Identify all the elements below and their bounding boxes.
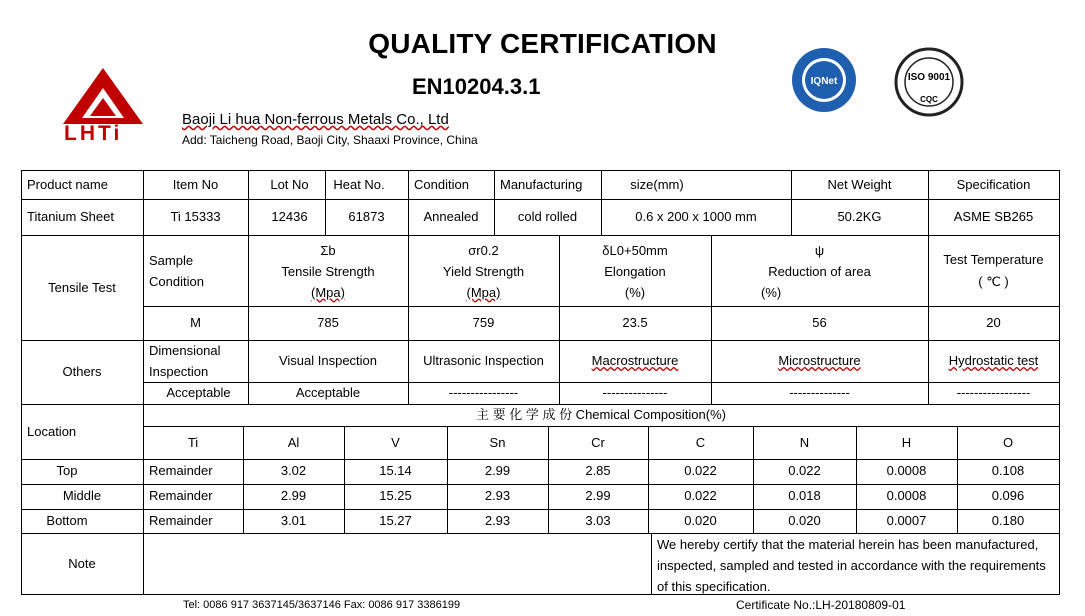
composition-cell: 3.02 — [280, 463, 307, 478]
visual-inspection-header: Visual Inspection — [278, 353, 378, 368]
element-header: Cr — [591, 434, 605, 450]
composition-cell: 0.018 — [788, 488, 821, 503]
macrostructure-header-text: Macrostructure — [591, 353, 679, 368]
location-label: Location — [27, 423, 77, 439]
header-condition: Condition — [414, 176, 469, 192]
value-specification: ASME SB265 — [953, 209, 1034, 224]
ultrasonic-inspection-value: ---------------- — [448, 385, 519, 400]
hydrostatic-test-value: ----------------- — [956, 385, 1031, 400]
dimensional-inspection-header: Dimensional Inspection — [149, 343, 221, 379]
note-label: Note — [68, 555, 96, 571]
location-cell: Bottom — [46, 513, 88, 528]
value-size: 0.6 x 200 x 1000 mm — [635, 209, 757, 224]
others-label: Others — [62, 364, 102, 379]
composition-cell: 2.99 — [585, 488, 611, 503]
hydrostatic-test-header — [928, 340, 1059, 382]
tensile-test-label: Tensile Test — [48, 279, 116, 295]
header-size: size(mm) — [630, 176, 684, 192]
location-cell: Middle — [62, 488, 102, 503]
ultrasonic-inspection-header: Ultrasonic Inspection — [423, 353, 544, 368]
sample-condition-label: Sample Condition — [149, 253, 204, 289]
logo-text: LHTi — [64, 122, 123, 145]
contact-info: Tel: 0086 917 3637145/3637146 Fax: 0086 917 3386199 — [183, 599, 461, 611]
header-net-weight: Net Weight — [827, 176, 892, 192]
grid-line — [21, 235, 1060, 236]
iqnet-seal-icon — [790, 46, 858, 114]
composition-cell: 15.14 — [379, 463, 412, 478]
composition-cell: 0.180 — [991, 513, 1025, 528]
reduction-symbol: ψ — [814, 242, 825, 258]
value-condition: Annealed — [423, 209, 479, 224]
test-temperature-unit: ( ℃ ) — [978, 273, 1009, 289]
composition-cell: 3.03 — [585, 513, 611, 528]
certificate-number: Certificate No.:LH-20180809-01 — [736, 598, 906, 612]
composition-cell: 2.85 — [585, 463, 611, 478]
note-text: We hereby certify that the material herein has been manufactured, inspected, sampled and tested in accordance with the requirements of this specification. — [657, 537, 1046, 594]
value-lot-no: 12436 — [271, 209, 308, 224]
element-header: C — [695, 434, 706, 450]
reduction-name: Reduction of area — [768, 263, 871, 279]
reduction-value: 56 — [812, 315, 827, 330]
composition-cell: 15.25 — [379, 488, 412, 503]
element-header: Sn — [489, 434, 506, 450]
tensile-strength-unit-text: (Mpa) — [311, 284, 345, 300]
composition-cell: 0.020 — [684, 513, 717, 528]
composition-cell: 2.93 — [484, 513, 511, 528]
tensile-strength-value: 785 — [317, 315, 339, 330]
composition-cell: 0.0008 — [886, 463, 927, 478]
element-header: Al — [287, 434, 300, 450]
company-name — [182, 111, 449, 128]
dimensional-inspection-value: Acceptable — [166, 385, 231, 400]
microstructure-header — [711, 340, 928, 382]
value-net-weight: 50.2KG — [837, 209, 882, 224]
composition-cell: 0.0008 — [886, 488, 927, 503]
composition-cell: Remainder — [149, 513, 213, 528]
macrostructure-header — [559, 340, 711, 382]
header-product-name: Product name — [27, 176, 108, 192]
element-header: N — [799, 434, 810, 450]
composition-cell: Remainder — [149, 488, 213, 503]
page-title: QUALITY CERTIFICATION — [368, 28, 717, 59]
composition-cell: 0.022 — [684, 463, 717, 478]
composition-cell: Remainder — [149, 463, 213, 478]
yield-strength-value: 759 — [472, 315, 495, 330]
composition-cell: 15.27 — [379, 513, 412, 528]
seal1-text: IQNet — [810, 76, 838, 87]
tensile-strength-name: Tensile Strength — [281, 263, 375, 279]
composition-cell: 3.01 — [280, 513, 307, 528]
test-temperature-value: 20 — [986, 315, 1001, 330]
microstructure-value: -------------- — [789, 385, 850, 400]
sample-condition-value: M — [190, 315, 201, 330]
elongation-symbol: δL0+50mm — [602, 242, 668, 258]
element-header: V — [391, 434, 400, 450]
value-item-no: Ti 15333 — [170, 209, 221, 224]
composition-cell: 2.99 — [280, 488, 307, 503]
yield-strength-unit — [408, 282, 559, 303]
standard-subtitle: EN10204.3.1 — [412, 74, 541, 99]
composition-cell: 0.108 — [991, 463, 1025, 478]
elongation-unit: (%) — [624, 284, 646, 300]
composition-cell: 0.022 — [788, 463, 821, 478]
macrostructure-value: --------------- — [602, 385, 668, 400]
seal2-sub: CQC — [920, 95, 938, 104]
company-address: Add: Taicheng Road, Baoji City, Shaaxi Province, China — [182, 133, 478, 147]
composition-cell: 0.020 — [788, 513, 821, 528]
value-heat-no: 61873 — [348, 209, 385, 224]
yield-strength-symbol: σr0.2 — [468, 242, 499, 258]
element-header: O — [1002, 434, 1014, 450]
tensile-strength-unit — [248, 282, 408, 303]
composition-cell: 0.022 — [684, 488, 717, 503]
elongation-value: 23.5 — [622, 315, 648, 330]
composition-cell: 0.0007 — [886, 513, 927, 528]
reduction-unit: (%) — [761, 284, 782, 300]
value-product-name: Titanium Sheet — [27, 209, 114, 224]
composition-cell: 2.93 — [484, 488, 511, 503]
header-item-no: Item No — [172, 176, 219, 192]
iso9001-seal-icon — [893, 46, 965, 118]
seal2-text: ISO 9001 — [907, 72, 951, 83]
element-header: Ti — [187, 434, 199, 450]
company-name-text: Baoji Li hua Non-ferrous Metals Co., Ltd — [182, 111, 449, 128]
element-header: H — [901, 434, 912, 450]
test-temperature-label: Test Temperature — [943, 251, 1044, 267]
yield-strength-name: Yield Strength — [442, 263, 525, 279]
chemical-composition-title: 主 要 化 学 成 份 Chemical Composition(%) — [476, 407, 726, 422]
yield-strength-unit-text: (Mpa) — [466, 284, 501, 300]
header-manufacturing: Manufacturing — [500, 176, 583, 192]
hydrostatic-test-header-text: Hydrostatic test — [948, 353, 1039, 368]
elongation-name: Elongation — [604, 263, 666, 279]
header-lot-no: Lot No — [270, 176, 309, 192]
visual-inspection-value: Acceptable — [295, 385, 361, 400]
value-manufacturing: cold rolled — [517, 209, 578, 224]
header-specification: Specification — [956, 176, 1031, 192]
composition-cell: 2.99 — [484, 463, 511, 478]
composition-cell: 0.096 — [991, 488, 1025, 503]
tensile-strength-symbol: Σb — [320, 242, 336, 258]
location-cell: Top — [56, 463, 78, 478]
header-heat-no: Heat No. — [333, 176, 385, 192]
microstructure-header-text: Microstructure — [778, 353, 861, 368]
